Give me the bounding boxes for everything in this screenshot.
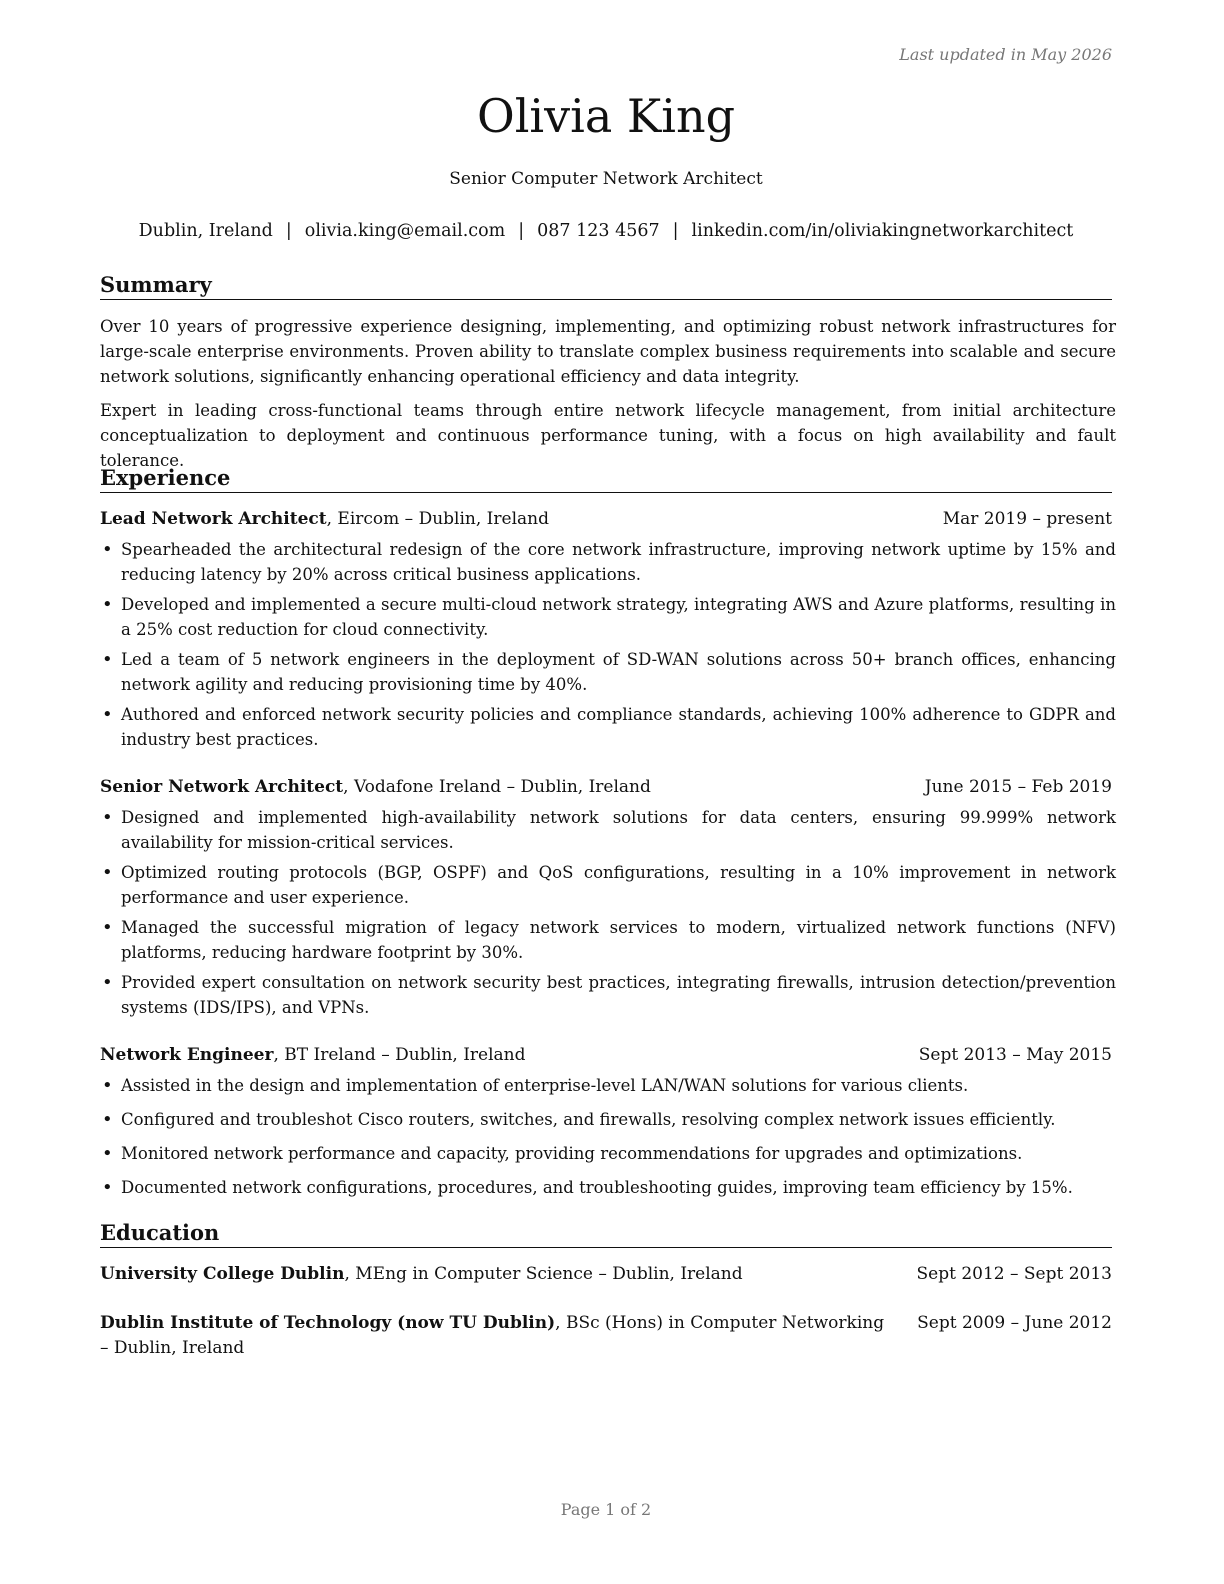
- last-updated-note: Last updated in May 2026: [899, 45, 1112, 64]
- contact-location: Dublin, Ireland: [138, 221, 273, 241]
- education-heading: Education: [100, 1220, 1112, 1248]
- candidate-headline: Senior Computer Network Architect: [449, 169, 763, 189]
- job-bullets-lead-network-architect: [100, 537, 1116, 757]
- education-degree: , BSc (Hons) in Computer Networking – Dublin, Ireland: [100, 1313, 885, 1358]
- list-item: • Monitored network performance and capacity, providing recommendations for upgrades and optimizations.: [100, 1141, 1116, 1166]
- list-item: • Configured and troubleshot Cisco routers, switches, and firewalls, resolving complex network issues efficiently.: [100, 1107, 1116, 1132]
- job-company: , Vodafone Ireland – Dublin, Ireland: [343, 777, 651, 797]
- job-company: , Eircom – Dublin, Ireland: [326, 509, 549, 529]
- education-entry-dit: [100, 1311, 890, 1361]
- contact-separator: |: [672, 221, 679, 241]
- education-dates: Sept 2012 – Sept 2013: [916, 1264, 1112, 1284]
- job-bullets-network-engineer: [100, 1073, 1116, 1209]
- contact-phone[interactable]: 087 123 4567: [537, 221, 660, 241]
- contact-email[interactable]: olivia.king@email.com: [304, 221, 506, 241]
- job-title: Senior Network Architect: [100, 777, 344, 797]
- page-number: Page 1 of 2: [560, 1500, 652, 1519]
- list-item: • Developed and implemented a secure multi-cloud network strategy, integrating AWS and Azure platforms, resulting in a 25% cost reduction for cloud connectivity.: [100, 592, 1116, 642]
- job-title: Lead Network Architect: [100, 509, 327, 529]
- job-title: Network Engineer: [100, 1045, 274, 1065]
- list-item: • Authored and enforced network security policies and compliance standards, achieving 100% adherence to GDPR and industry best practices.: [100, 702, 1116, 752]
- list-item: • Optimized routing protocols (BGP, OSPF) and QoS configurations, resulting in a 10% improvement in network performance and user experience.: [100, 860, 1116, 910]
- education-dates: Sept 2009 – June 2012: [917, 1313, 1112, 1333]
- job-header-lead-network-architect: [100, 507, 1112, 532]
- job-dates: June 2015 – Feb 2019: [924, 777, 1112, 797]
- resume-page: [100, 0, 1116, 1584]
- contact-separator: |: [518, 221, 525, 241]
- list-item: • Managed the successful migration of legacy network services to modern, virtualized network functions (NFV) platforms, reducing hardware footprint by 30%.: [100, 915, 1116, 965]
- summary-heading: Summary: [100, 272, 1112, 300]
- job-dates: Sept 2013 – May 2015: [918, 1045, 1112, 1065]
- education-entry-ucd: [100, 1262, 890, 1287]
- candidate-name: Olivia King: [476, 89, 736, 143]
- list-item: • Spearheaded the architectural redesign of the core network infrastructure, improving network uptime by 15% and reducing latency by 20% across critical business applications.: [100, 537, 1116, 587]
- summary-paragraph-1: Over 10 years of progressive experience designing, implementing, and optimizing robust network infrastructures for large-scale enterprise environments. Proven ability to translate complex business requirements into scalable and secure network solutions, significantly enhancing operational efficiency and data integrity.: [100, 317, 1116, 386]
- list-item: • Documented network configurations, procedures, and troubleshooting guides, improving team efficiency by 15%.: [100, 1175, 1116, 1200]
- contact-linkedin[interactable]: linkedin.com/in/oliviakingnetworkarchitect: [691, 221, 1074, 241]
- experience-heading: Experience: [100, 465, 1112, 493]
- education-institution: University College Dublin: [100, 1264, 345, 1284]
- list-item: • Led a team of 5 network engineers in the deployment of SD-WAN solutions across 50+ branch offices, enhancing network agility and reducing provisioning time by 40%.: [100, 647, 1116, 697]
- job-company: , BT Ireland – Dublin, Ireland: [273, 1045, 526, 1065]
- summary-paragraph-2: Expert in leading cross-functional teams through entire network lifecycle management, from initial architecture conceptualization to deployment and continuous performance tuning, with a focus on high availability and fault tolerance.: [100, 401, 1116, 470]
- job-header-senior-network-architect: [100, 775, 1112, 800]
- list-item: • Designed and implemented high-availability network solutions for data centers, ensuring 99.999% network availability for mission-critical services.: [100, 805, 1116, 855]
- list-item: • Provided expert consultation on network security best practices, integrating firewalls, intrusion detection/prevention systems (IDS/IPS), and VPNs.: [100, 970, 1116, 1020]
- education-degree: , MEng in Computer Science – Dublin, Ireland: [344, 1264, 743, 1284]
- contact-line: [70, 219, 1142, 243]
- job-bullets-senior-network-architect: [100, 805, 1116, 1025]
- job-header-network-engineer: [100, 1043, 1112, 1068]
- education-institution: Dublin Institute of Technology (now TU Dublin): [100, 1313, 556, 1333]
- list-item: • Assisted in the design and implementation of enterprise-level LAN/WAN solutions for various clients.: [100, 1073, 1116, 1098]
- contact-separator: |: [285, 221, 292, 241]
- job-dates: Mar 2019 – present: [942, 509, 1112, 529]
